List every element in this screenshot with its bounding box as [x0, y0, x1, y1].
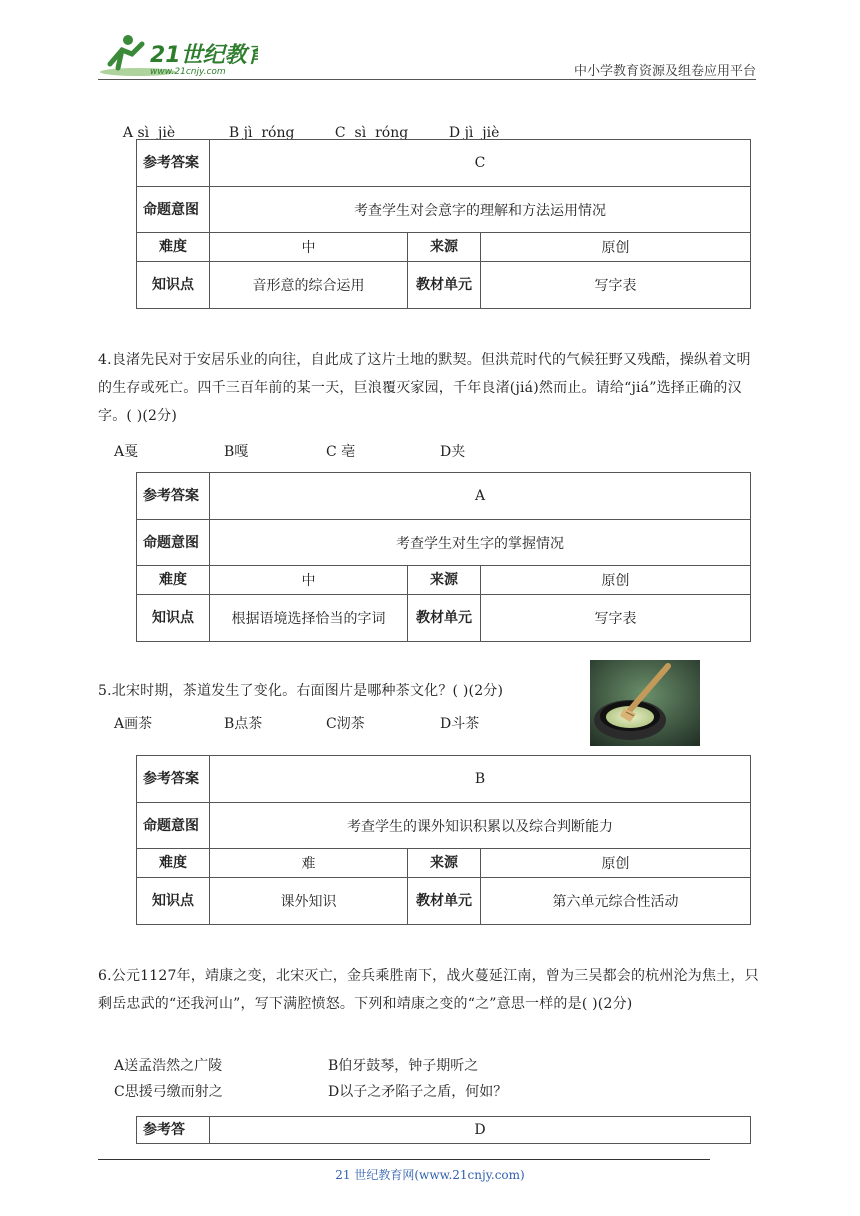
intent-label: 命题意图 [137, 187, 210, 233]
q5-option-c[interactable]: C沏茶 [326, 716, 365, 732]
q4-answer-table [136, 472, 751, 642]
q6-option-b[interactable]: B伯牙鼓琴，钟子期听之 [328, 1058, 479, 1074]
answer-value: B [210, 756, 751, 803]
unit-value: 写字表 [481, 595, 751, 642]
source-label: 来源 [408, 849, 481, 878]
difficulty-label: 难度 [137, 233, 210, 262]
q6-option-d[interactable]: D以子之矛陷子之盾，何如？ [328, 1084, 508, 1100]
knowledge-label: 知识点 [137, 262, 210, 309]
q4-option-b[interactable]: B嘎 [224, 444, 249, 460]
unit-label: 教材单元 [408, 878, 481, 925]
answer-label: 参考答案 [137, 473, 210, 520]
q3-option-a[interactable]: A sì jiè [122, 125, 176, 141]
unit-value: 写字表 [481, 262, 751, 309]
logo-text: 21世纪教育 [150, 43, 258, 68]
unit-label: 教材单元 [408, 262, 481, 309]
q4-option-d[interactable]: D夹 [440, 444, 466, 460]
source-value: 原创 [481, 566, 751, 595]
site-logo [98, 32, 258, 78]
answer-label: 参考答案 [137, 756, 210, 803]
intent-label: 命题意图 [137, 520, 210, 566]
q5-options [114, 713, 479, 733]
source-label: 来源 [408, 233, 481, 262]
knowledge-label: 知识点 [137, 878, 210, 925]
q3-options [114, 109, 499, 141]
logo-url: www.21cnjy.com [150, 67, 226, 77]
q3-answer-table [136, 139, 751, 309]
unit-label: 教材单元 [408, 595, 481, 642]
q6-option-c[interactable]: C思援弓缴而射之 [114, 1084, 223, 1100]
intent-value: 考查学生的课外知识积累以及综合判断能力 [210, 803, 751, 849]
q5-option-b[interactable]: B点茶 [224, 716, 263, 732]
difficulty-label: 难度 [137, 566, 210, 595]
answer-value: A [210, 473, 751, 520]
unit-value: 第六单元综合性活动 [481, 878, 751, 925]
difficulty-value: 难 [210, 849, 408, 878]
q4-options [114, 441, 465, 461]
q6-stem: 6.公元1127年，靖康之变，北宋灭亡，金兵乘胜南下，战火蔓延江南，曾为三吴都会的杭州沦为焦土，只剩岳忠武的“还我河山”，写下满腔愤怒。下列和靖康之变的“之”意思一样的是( )(2分) [98, 968, 759, 1012]
knowledge-value: 音形意的综合运用 [210, 262, 408, 309]
source-value: 原创 [481, 233, 751, 262]
difficulty-value: 中 [210, 233, 408, 262]
platform-label: 中小学教育资源及组卷应用平台 [573, 64, 756, 79]
knowledge-value: 课外知识 [210, 878, 408, 925]
q6-answer-table [136, 1116, 751, 1144]
q6-option-a[interactable]: A送孟浩然之广陵 [114, 1058, 223, 1074]
q4-option-a[interactable]: A戛 [114, 444, 139, 460]
difficulty-label: 难度 [137, 849, 210, 878]
q3-option-c[interactable]: C sì róng [334, 125, 409, 141]
knowledge-value: 根据语境选择恰当的字词 [210, 595, 408, 642]
header-divider [98, 79, 756, 80]
footer-link[interactable]: 21 世纪教育网(www.21cnjy.com) [335, 1168, 525, 1182]
knowledge-label: 知识点 [137, 595, 210, 642]
q4-stem: 4.良渚先民对于安居乐业的向往，自此成了这片土地的默契。但洪荒时代的气候狂野又残酷，操纵着文明的生存或死亡。四千三百年前的某一天，巨浪覆灭家园，千年良渚(jiá)然而止。请给“jiá”选择正确的汉字。( )(2分) [98, 352, 751, 424]
q5-answer-table [136, 755, 751, 925]
q3-option-b[interactable]: B jì róng [228, 125, 295, 141]
q5-option-a[interactable]: A画茶 [114, 716, 153, 732]
answer-label: 参考答 [137, 1117, 210, 1144]
q4-option-c[interactable]: C 亳 [326, 444, 356, 460]
source-value: 原创 [481, 849, 751, 878]
answer-value: D [210, 1117, 751, 1144]
footer-divider [98, 1159, 710, 1160]
q6-options [114, 1053, 507, 1105]
intent-value: 考查学生对会意字的理解和方法运用情况 [210, 187, 751, 233]
q5-stem: 5.北宋时期，茶道发生了变化。右面图片是哪种茶文化？( )(2分) [98, 683, 504, 699]
difficulty-value: 中 [210, 566, 408, 595]
answer-value: C [210, 140, 751, 187]
tea-whisk-image [590, 660, 700, 746]
intent-label: 命题意图 [137, 803, 210, 849]
source-label: 来源 [408, 566, 481, 595]
q3-option-d[interactable]: D jì jiè [448, 125, 500, 141]
answer-label: 参考答案 [137, 140, 210, 187]
intent-value: 考查学生对生字的掌握情况 [210, 520, 751, 566]
q5-option-d[interactable]: D斗茶 [440, 716, 480, 732]
